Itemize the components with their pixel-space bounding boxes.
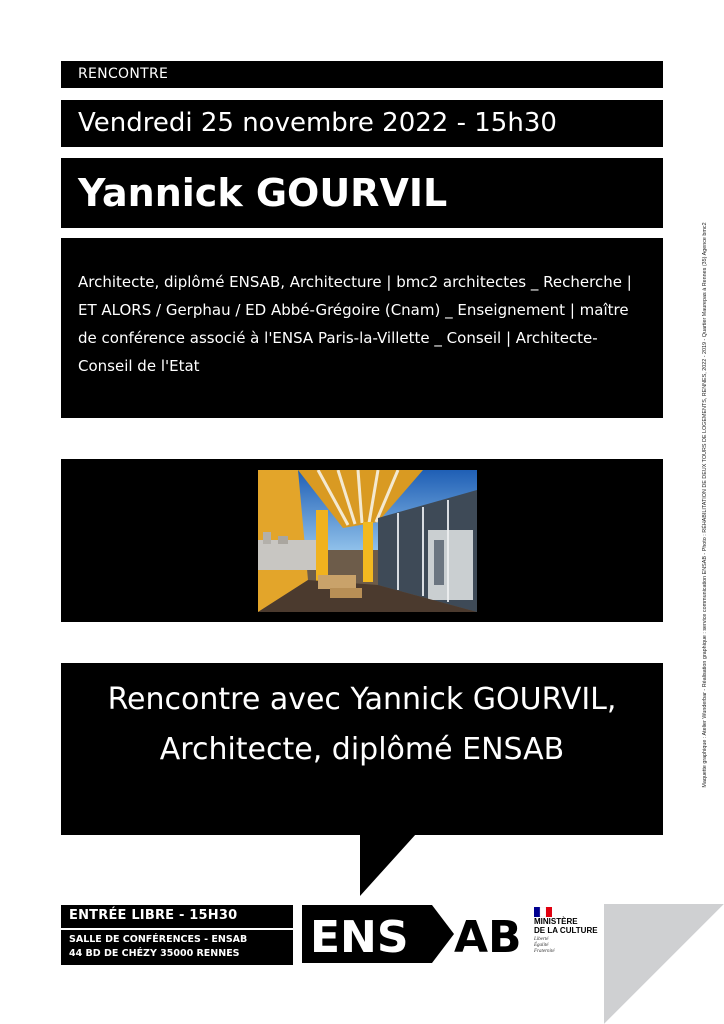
speaker-name: Yannick GOURVIL xyxy=(78,171,448,215)
logo-part-ab: AB xyxy=(454,912,522,963)
motto-egalite: Égalité xyxy=(534,943,549,948)
category-label: RENCONTRE xyxy=(78,66,169,82)
photo-band xyxy=(61,459,663,622)
speech-bubble-tail xyxy=(360,834,416,896)
marianne-icon xyxy=(534,907,552,917)
ensab-logo xyxy=(302,905,526,963)
motto-fraternite: Fraternité xyxy=(534,949,555,954)
bio-block xyxy=(61,238,663,418)
ministry-name-line-2: DE LA CULTURE xyxy=(534,926,598,935)
ministry-motto xyxy=(534,937,555,955)
logo-part-ens: ENS xyxy=(310,912,409,963)
event-photo xyxy=(258,470,477,612)
speaker-bio: Architecte, diplômé ENSAB, Architecture | bmc2 architectes _ Recherche | ET ALORS / Gerphau / ED Abbé-Grégoire (Cnam) _ Enseignement | maître de conférence associé à l'ENSA Paris-la-Villette _ Conseil | Architecte-Conseil de l'Etat xyxy=(78,273,632,375)
entry-banner xyxy=(61,905,293,928)
date-banner xyxy=(61,100,663,147)
ministry-name-line-1: MINISTÈRE xyxy=(534,917,578,926)
venue-block xyxy=(61,930,293,965)
category-banner xyxy=(61,61,663,88)
motto-liberte: Liberté xyxy=(534,937,549,942)
photo-credit: Maquette graphique : Atelier Wunderbar - Réalisation graphique : service communication ENSAB - Photo : RÉHABILITATION DE DEUX TOURS DE LOGEMENTS, RENNES, 2022 - 2019 - Quartier Maurepas à Rennes (35) Agence bmc2 xyxy=(702,222,708,788)
headline-bubble xyxy=(61,663,663,835)
speaker-banner xyxy=(61,158,663,228)
ministry-name xyxy=(534,917,604,935)
venue-line-1: SALLE DE CONFÉRENCES - ENSAB xyxy=(69,934,248,945)
architecture-photo-image xyxy=(258,470,477,612)
venue-line-2: 44 BD DE CHÉZY 35000 RENNES xyxy=(69,948,240,959)
entry-label: ENTRÉE LIBRE - 15H30 xyxy=(69,908,238,923)
ministry-logo xyxy=(534,907,604,957)
headline-text: Rencontre avec Yannick GOURVIL, Architecte, diplômé ENSAB xyxy=(107,682,617,767)
event-date: Vendredi 25 novembre 2022 - 15h30 xyxy=(78,108,557,138)
